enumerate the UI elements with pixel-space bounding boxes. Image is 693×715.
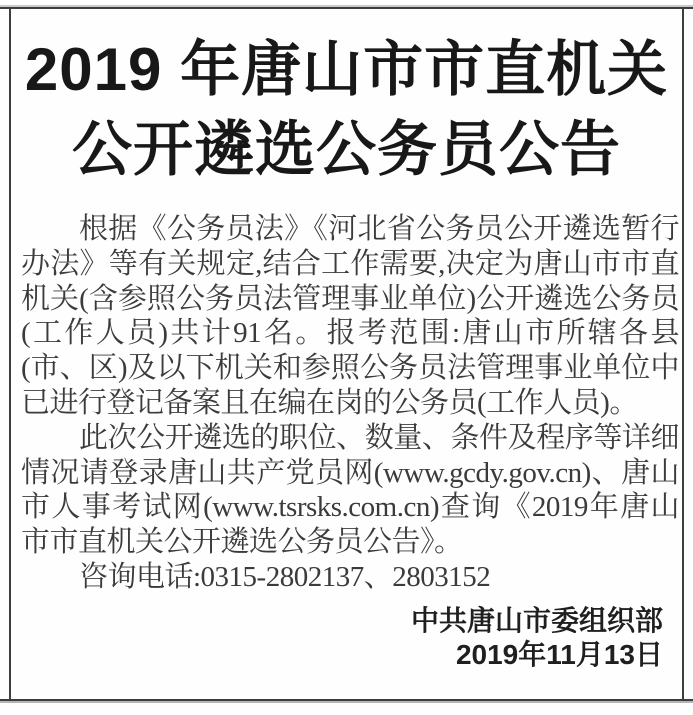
- signature-date: 2019年11月13日: [455, 639, 663, 670]
- announcement-body: [21, 212, 679, 595]
- signature-organization: 中共唐山市委组织部: [410, 605, 663, 636]
- left-rule: [9, 7, 11, 701]
- announcement-title: [16, 30, 677, 190]
- phone-line: 咨询电话:0315-2802137、2803152: [79, 560, 491, 593]
- right-rule: [682, 7, 684, 701]
- title-line-1: 2019 年唐山市市直机关: [24, 36, 669, 103]
- bottom-rule: [0, 699, 693, 701]
- title-line-2: 公开遴选公务员公告: [72, 116, 621, 183]
- body-paragraph-1: 根据《公务员法》《河北省公务员公开遴选暂行办法》等有关规定,结合工作需要,决定为唐山市市直机关(含参照公务员法管理事业单位)公开遴选公务员(工作人员)共计91名。报考范围:唐山市所辖各县(市、区)及以下机关和参照公务员法管理事业单位中已进行登记备案且在编在岗的公务员(工作人员)。: [21, 213, 679, 419]
- top-rule: [0, 7, 693, 9]
- body-paragraph-2: 此次公开遴选的职位、数量、条件及程序等详细情况请登录唐山共产党员网(www.gcdy.gov.cn)、唐山市人事考试网(www.tsrsks.com.cn)查询《2019年唐山市市直机关公开遴选公务员公告》。: [21, 421, 679, 559]
